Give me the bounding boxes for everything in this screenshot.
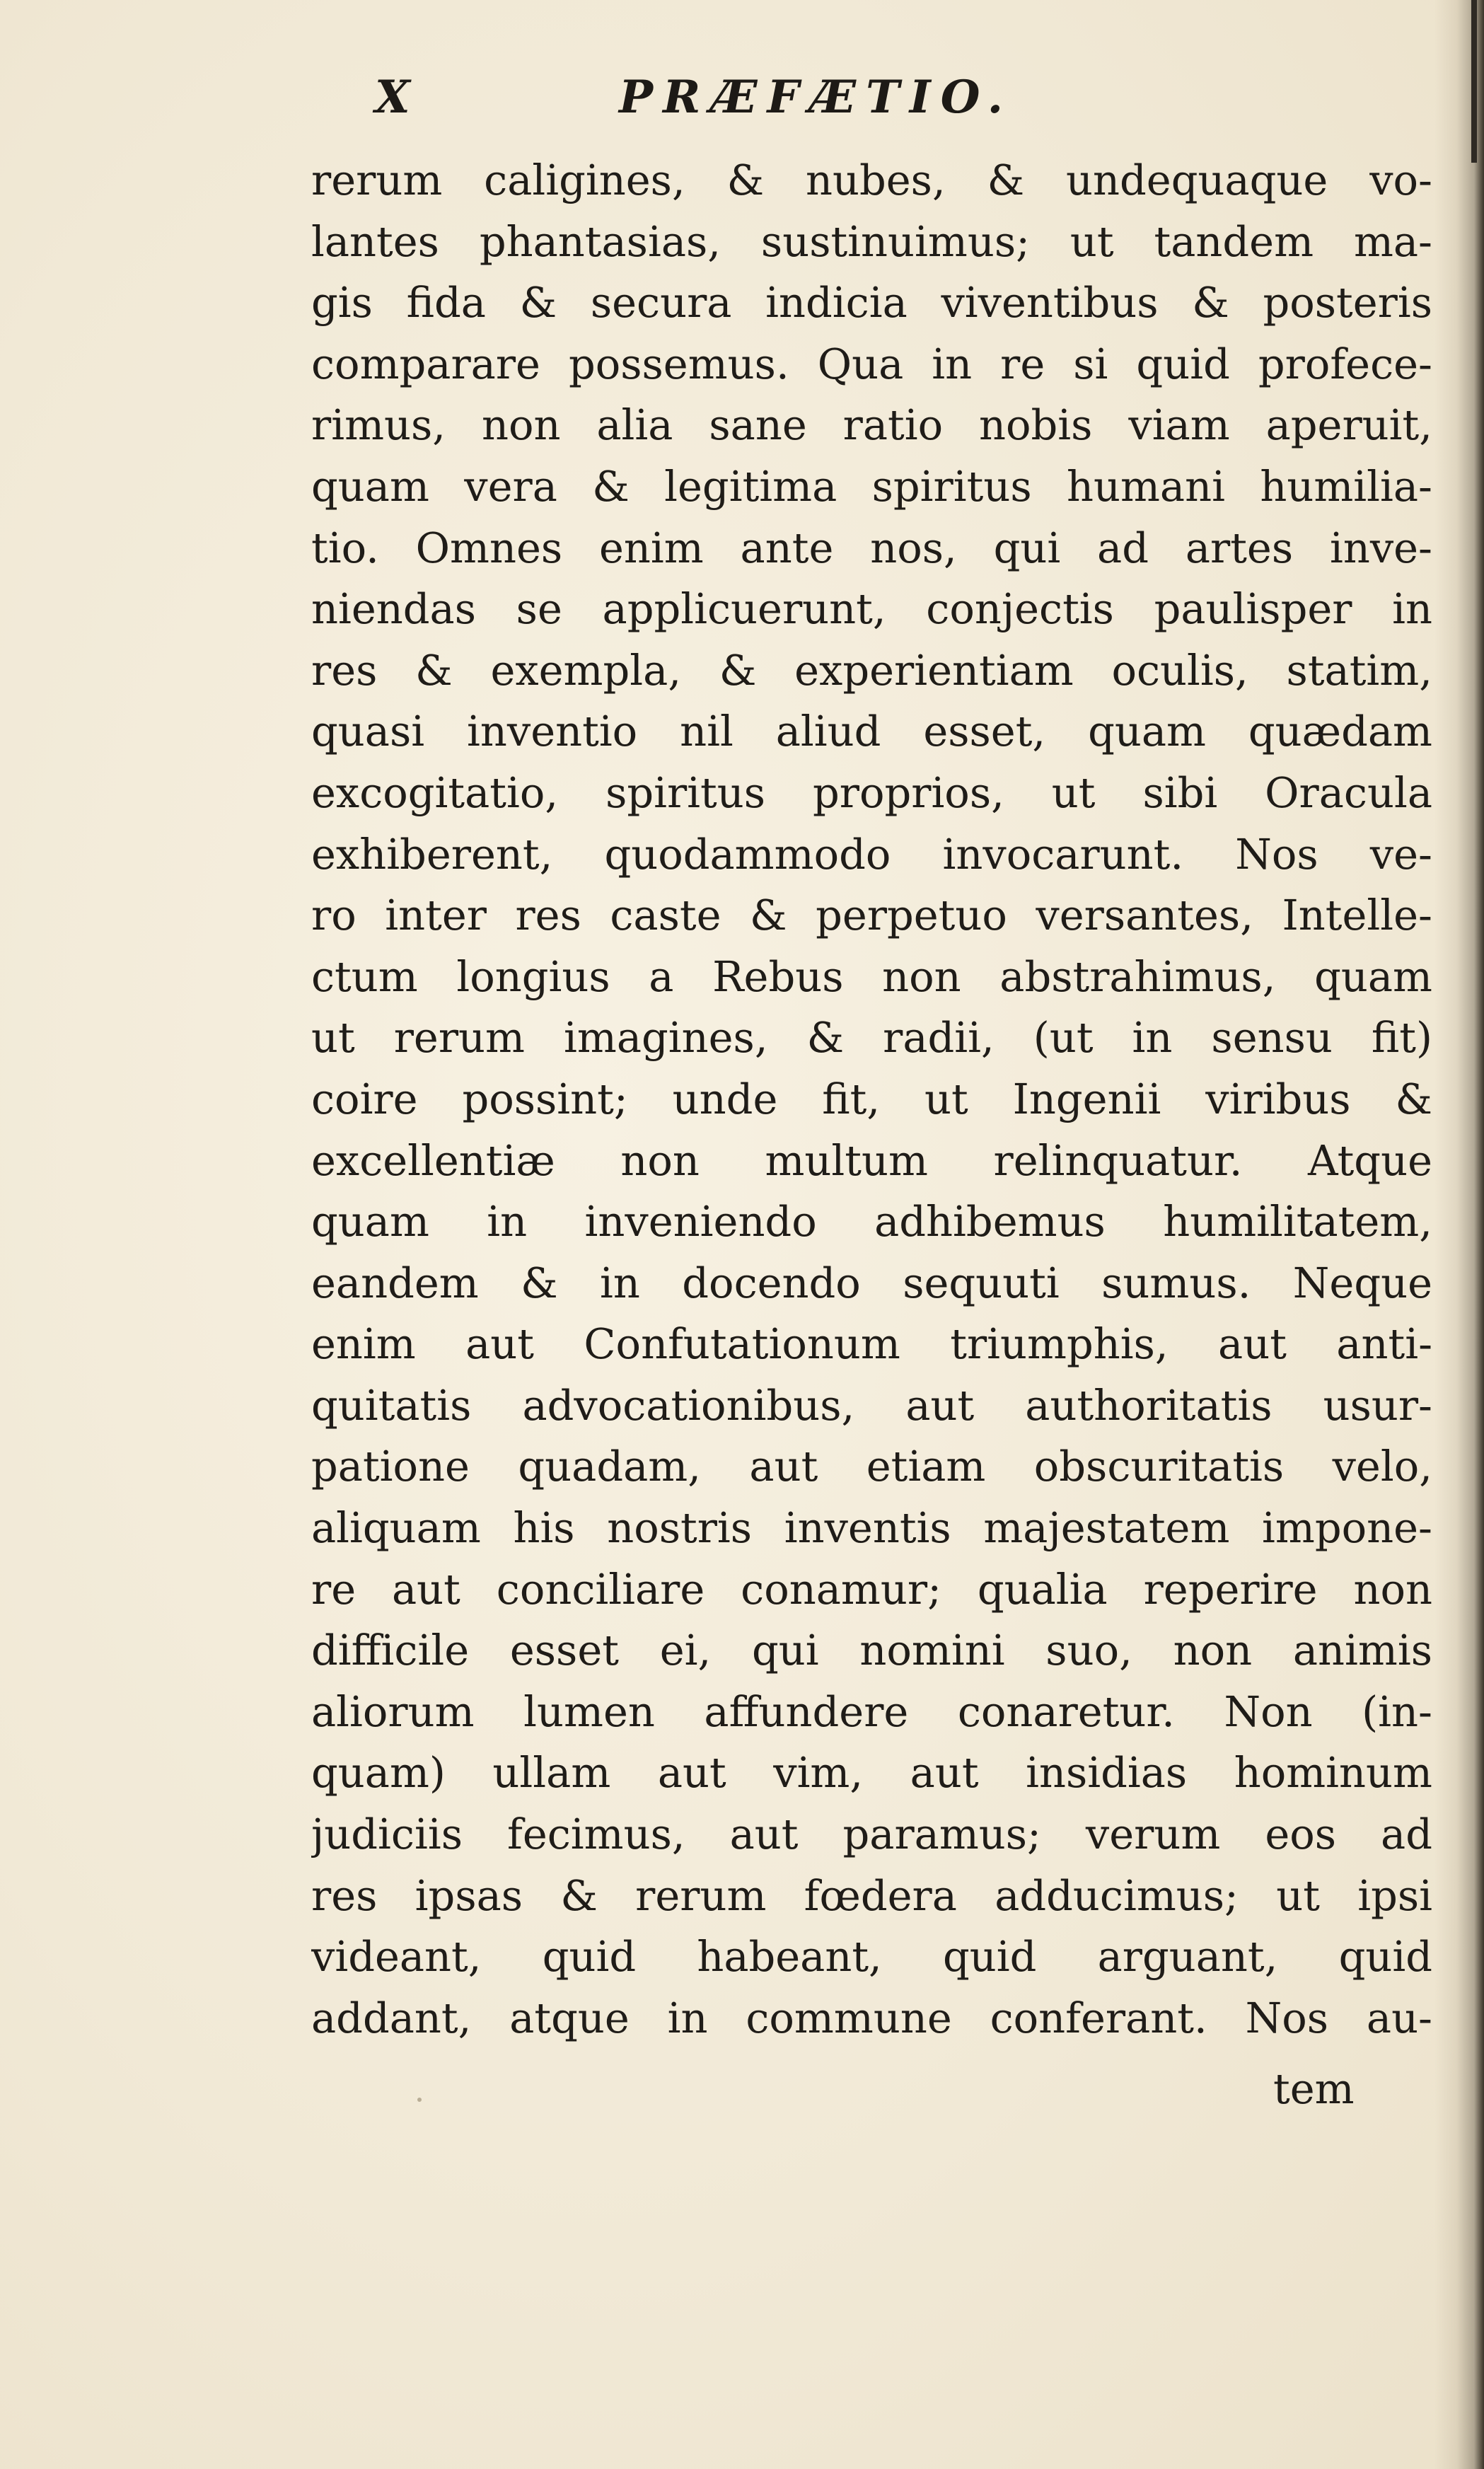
text-line: tio. Omnes enim ante nos, qui ad artes inve- bbox=[311, 523, 1432, 572]
text-line: comparare possemus. Qua in re si quid profece- bbox=[311, 339, 1432, 388]
text-line: quam) ullam aut vim, aut insidias hominum bbox=[311, 1748, 1432, 1798]
text-line: aliquam his nostris inventis majestatem impone- bbox=[311, 1503, 1432, 1553]
text-line: ctum longius a Rebus non abstrahimus, quam bbox=[311, 952, 1432, 1001]
text-line: rerum caligines, & nubes, & undequaque vo- bbox=[311, 156, 1432, 204]
text-line: eandem & in docendo sequuti sumus. Neque bbox=[311, 1258, 1432, 1307]
text-line: niendas se applicuerunt, conjectis paulisper in bbox=[311, 584, 1432, 634]
text-line: quitatis advocationibus, aut authoritatis usur- bbox=[311, 1380, 1432, 1430]
text-line: quam vera & legitima spiritus humani humilia- bbox=[311, 461, 1432, 511]
text-line: exhiberent, quodammodo invocarunt. Nos ve- bbox=[311, 829, 1432, 879]
text-line: gis fida & secura indicia viventibus & posteris bbox=[311, 278, 1432, 328]
text-line: coire possint; unde fit, ut Ingenii viribus & bbox=[311, 1074, 1432, 1123]
text-line: aliorum lumen affundere conaretur. Non (in- bbox=[311, 1687, 1432, 1736]
text-line: re aut conciliare conamur; qualia reperire non bbox=[311, 1564, 1432, 1614]
text-line: res ipsas & rerum fœdera adducimus; ut ipsi bbox=[311, 1870, 1432, 1920]
text-line: rimus, non alia sane ratio nobis viam aperuit, bbox=[311, 400, 1432, 450]
text-line: ut rerum imagines, & radii, (ut in sensu fit) bbox=[311, 1013, 1432, 1063]
text-line: quam in inveniendo adhibemus humilitatem, bbox=[311, 1197, 1432, 1247]
catchword: tem bbox=[1273, 2064, 1355, 2113]
text-line: excellentiæ non multum relinquatur. Atque bbox=[311, 1135, 1432, 1185]
text-line: res & exempla, & experientiam oculis, statim, bbox=[311, 645, 1432, 695]
paper-speck bbox=[417, 2098, 422, 2102]
text-line: enim aut Confutationum triumphis, aut anti- bbox=[311, 1319, 1432, 1369]
text-line: difficile esset ei, qui nomini suo, non animis bbox=[311, 1626, 1432, 1675]
page-header bbox=[375, 71, 1436, 134]
page-edge-shadow bbox=[1434, 0, 1484, 2469]
text-line: patione quadam, aut etiam obscuritatis velo, bbox=[311, 1442, 1432, 1491]
page-number: X bbox=[375, 71, 412, 124]
body-text bbox=[311, 150, 1432, 2049]
binding-edge bbox=[1471, 0, 1477, 163]
text-line: ro inter res caste & perpetuo versantes, Intelle- bbox=[311, 891, 1432, 940]
text-line: excogitatio, spiritus proprios, ut sibi Oracula bbox=[311, 768, 1432, 817]
text-line: quasi inventio nil aliud esset, quam quædam bbox=[311, 707, 1432, 756]
text-line: lantes phantasias, sustinuimus; ut tandem ma- bbox=[311, 216, 1432, 266]
running-head: PRÆFÆTIO. bbox=[619, 71, 1013, 124]
text-line: videant, quid habeant, quid arguant, quid bbox=[311, 1932, 1432, 1982]
text-line: judiciis fecimus, aut paramus; verum eos ad bbox=[311, 1810, 1432, 1859]
text-line: addant, atque in commune conferant. Nos au- bbox=[311, 1993, 1432, 2042]
